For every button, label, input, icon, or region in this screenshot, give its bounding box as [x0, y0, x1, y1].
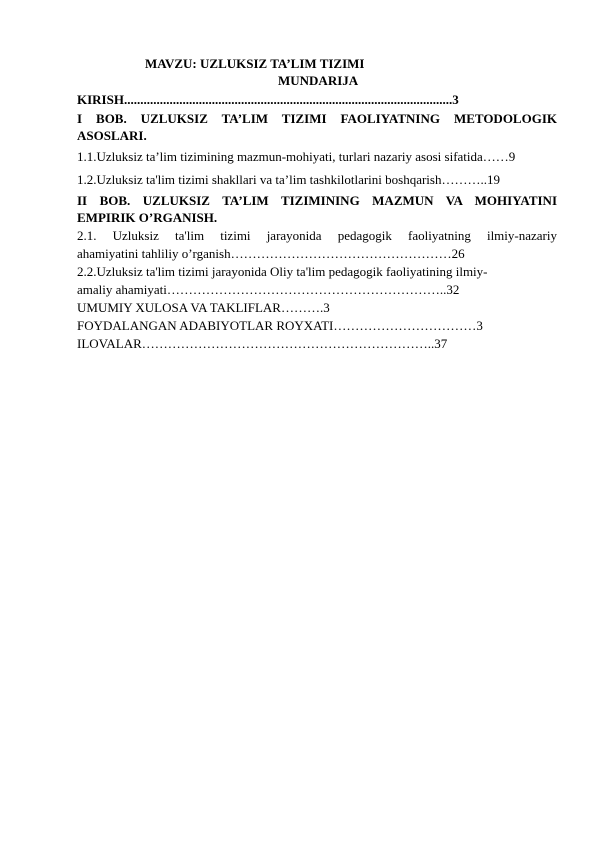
- toc-entry-1-1: 1.1.Uzluksiz ta’lim tizimining mazmun-mohiyati, turlari nazariy asosi sifatida……9: [77, 149, 516, 164]
- toc-chapter-2-title: II BOB. UZLUKSIZ TA’LIM TIZIMINING MAZMUN VA MOHIYATINI: [77, 193, 557, 208]
- toc-entry-intro: KIRISH.....................................................................................................3: [77, 92, 459, 107]
- toc-chapter-2-title-cont: EMPIRIK O’RGANISH.: [77, 210, 218, 225]
- toc-entry-2-1-cont: ahamiyatini tahliliy o’rganish……………………………………………26: [77, 246, 465, 261]
- toc-entry-2-2-cont: amaliy ahamiyati………………………………………………………..32: [77, 282, 460, 297]
- toc-entry-references: FOYDALANGAN ADABIYOTLAR ROYXATI……………………………3: [77, 318, 483, 333]
- toc-entry-1-2: 1.2.Uzluksiz ta'lim tizimi shakllari va ta’lim tashkilotlarini boshqarish………..19: [77, 172, 500, 187]
- contents-title: MUNDARIJA: [278, 73, 359, 88]
- topic-title: MAVZU: UZLUKSIZ TA’LIM TIZIMI: [145, 56, 365, 71]
- toc-chapter-1-title-cont: ASOSLARI.: [77, 128, 147, 143]
- toc-entry-conclusion: UMUMIY XULOSA VA TAKLIFLAR……….3: [77, 300, 330, 315]
- toc-chapter-1-title: I BOB. UZLUKSIZ TA’LIM TIZIMI FAOLIYATNING METODOLOGIK: [77, 111, 557, 126]
- toc-entry-2-2: 2.2.Uzluksiz ta'lim tizimi jarayonida Oliy ta'lim pedagogik faoliyatining ilmiy-: [77, 264, 488, 279]
- toc-entry-2-1: 2.1. Uzluksiz ta'lim tizimi jarayonida pedagogik faoliyatning ilmiy-nazariy: [77, 228, 557, 243]
- toc-entry-appendices: ILOVALAR…………………………………………………………..37: [77, 336, 448, 351]
